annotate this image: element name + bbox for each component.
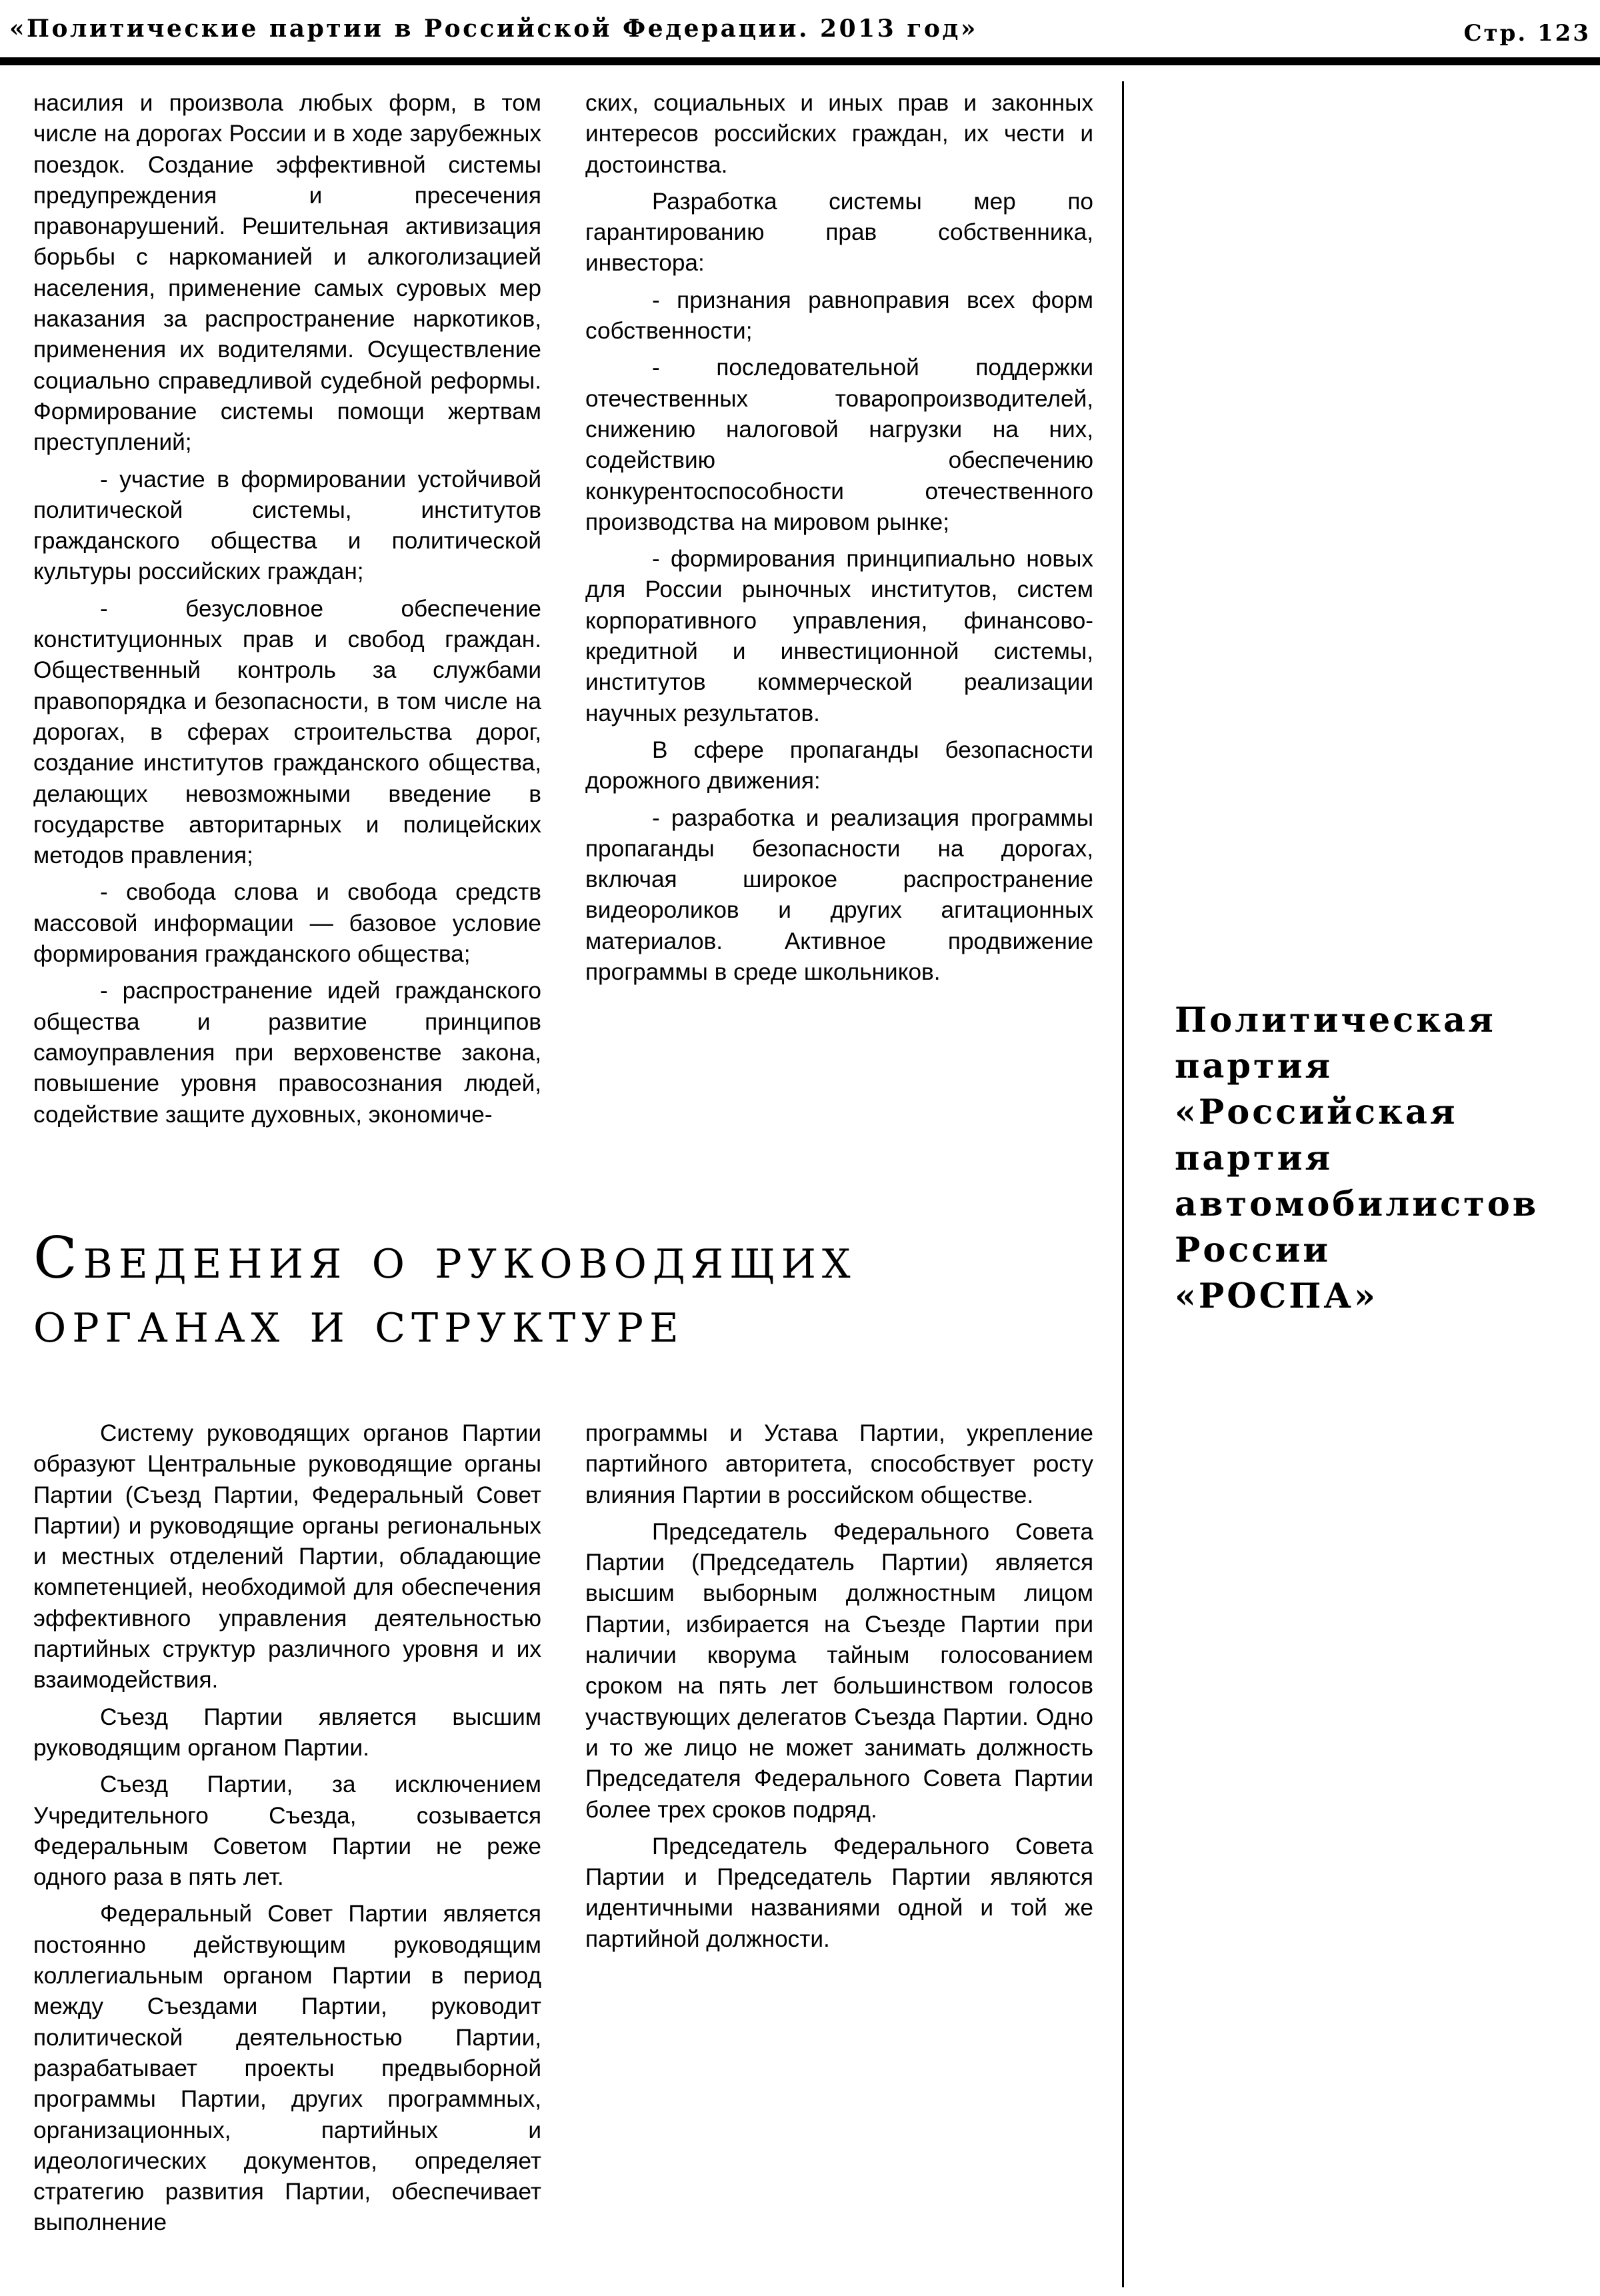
text-column-bottom-right xyxy=(585,1418,1093,1955)
paragraph: Председатель Федерального Совета Партии (Председатель Партии) является высшим выборным должностным лицом Партии, избирается на Съезде Партии при наличии кворума тайным голосованием сроком на пять лет большинством голосов участвующих делегатов Съезда Партии. Одно и то же лицо не может занимать должность Председателя Федерального Совета Партии более трех сроков подряд. xyxy=(585,1518,1093,1823)
paragraph: программы и Устава Партии, укрепление партийного авторитета, способствует росту влияния Партии в российском обществе. xyxy=(585,1420,1093,1508)
party-name-line: партия xyxy=(1175,1046,1333,1086)
paragraph: - формирования принципиально новых для России рыночных институтов, систем корпоративного управления, финансово-кредитной и инвестиционной системы, институтов коммерческой реализации научных результатов. xyxy=(585,546,1093,726)
section-heading xyxy=(33,1226,1100,1354)
paragraph: Съезд Партии, за исключением Учредительного Съезда, созывается Федеральным Советом Партии не реже одного раза в пять лет. xyxy=(33,1771,541,1891)
paragraph: Систему руководящих органов Партии образуют Центральные руководящие органы Партии (Съезд Партии, Федеральный Совет Партии) и руководящие органы региональных и местных отделений Партии, обладающие компетенцией, необходимой для обеспечения эффективного управления деятельностью партийных структур различного уровня и их взаимодействия. xyxy=(33,1420,541,1694)
paragraph: Съезд Партии является высшим руководящим органом Партии. xyxy=(33,1704,541,1761)
paragraph: - распространение идей гражданского общества и развитие принципов самоуправления при верховенстве закона, повышение уровня правосознания людей, содействие защите духовных, экономиче- xyxy=(33,978,541,1128)
paragraph: - разработка и реализация программы пропаганды безопасности на дорогах, включая широкое распространение видеороликов и других агитационных материалов. Активное продвижение программы в среде школьников. xyxy=(585,804,1093,986)
paragraph: - признания равноправия всех форм собственности; xyxy=(585,287,1093,345)
header-divider xyxy=(0,57,1600,65)
paragraph: Разработка системы мер по гарантированию прав собственника, инвестора: xyxy=(585,188,1093,277)
paragraph: насилия и произвола любых форм, в том числе на дорогах России и в ходе зарубежных поездок. Создание эффективной системы предупреждения и пресечения правонарушений. Решительная активизация борьбы с наркоманией и алкоголизацией населения, применение самых суровых мер наказания за распространение наркотиков, применения их водителями. Осуществление социально справедливой судебной реформы. Формирование системы помощи жертвам преступлений; xyxy=(33,90,541,456)
text-column-top-right xyxy=(585,88,1093,988)
paragraph: Федеральный Совет Партии является постоянно действующим руководящим коллегиальным органом Партии в период между Съездами Партии, руководит политической деятельностью Партии, разрабатывает проекты предвыборной программы Партии, других программных, организационных, партийных и идеологических документов, определяет стратегию развития Партии, обеспечивает выполнение xyxy=(33,1901,541,2236)
paragraph: - свобода слова и свобода средств массовой информации — базовое условие формирования гражданского общества; xyxy=(33,879,541,968)
paragraph: - последовательной поддержки отечественных товаропроизводителей, снижению налоговой нагрузки на них, содействию обеспечению конкурентоспособности отечественного производства на мировом рынке; xyxy=(585,355,1093,535)
text-column-top-left xyxy=(33,88,541,1130)
party-name-line: России xyxy=(1175,1230,1331,1270)
paragraph: ских, социальных и иных прав и законных интересов российских граждан, их чести и достоинства. xyxy=(585,90,1093,178)
paragraph: - участие в формировании устойчивой политической системы, институтов гражданского общества и политической культуры российских граждан; xyxy=(33,466,541,585)
section-heading-line: органах и структуре xyxy=(33,1289,685,1356)
party-name-line: «РОСПА» xyxy=(1175,1276,1378,1316)
text-column-bottom-left xyxy=(33,1418,541,2239)
sidebar-divider xyxy=(1122,81,1124,2287)
page-number: Стр. 123 xyxy=(1463,20,1591,47)
party-name-line: партия xyxy=(1175,1138,1333,1178)
paragraph: Председатель Федерального Совета Партии и Председатель Партии являются идентичными названиями одной и той же партийной должности. xyxy=(585,1833,1093,1952)
party-name-line: Политическая xyxy=(1175,1000,1496,1040)
party-name-line: «Российская xyxy=(1175,1092,1458,1132)
party-name-line: автомобилистов xyxy=(1175,1184,1539,1224)
paragraph: - безусловное обеспечение конституционных прав и свобод граждан. Общественный контроль за службами правопорядка и безопасности, в том числе на дорогах, в сферах строительства дорог, создание институтов гражданского общества, делающих невозможными введение в государстве авторитарных и полицейских методов правления; xyxy=(33,595,541,869)
section-heading-line: Сведения о руководящих xyxy=(33,1225,857,1292)
running-header-title: «Политические партии в Российской Федерации. 2013 год» xyxy=(9,15,978,43)
paragraph: В сфере пропаганды безопасности дорожного движения: xyxy=(585,736,1093,794)
sidebar-party-name xyxy=(1175,998,1588,1320)
